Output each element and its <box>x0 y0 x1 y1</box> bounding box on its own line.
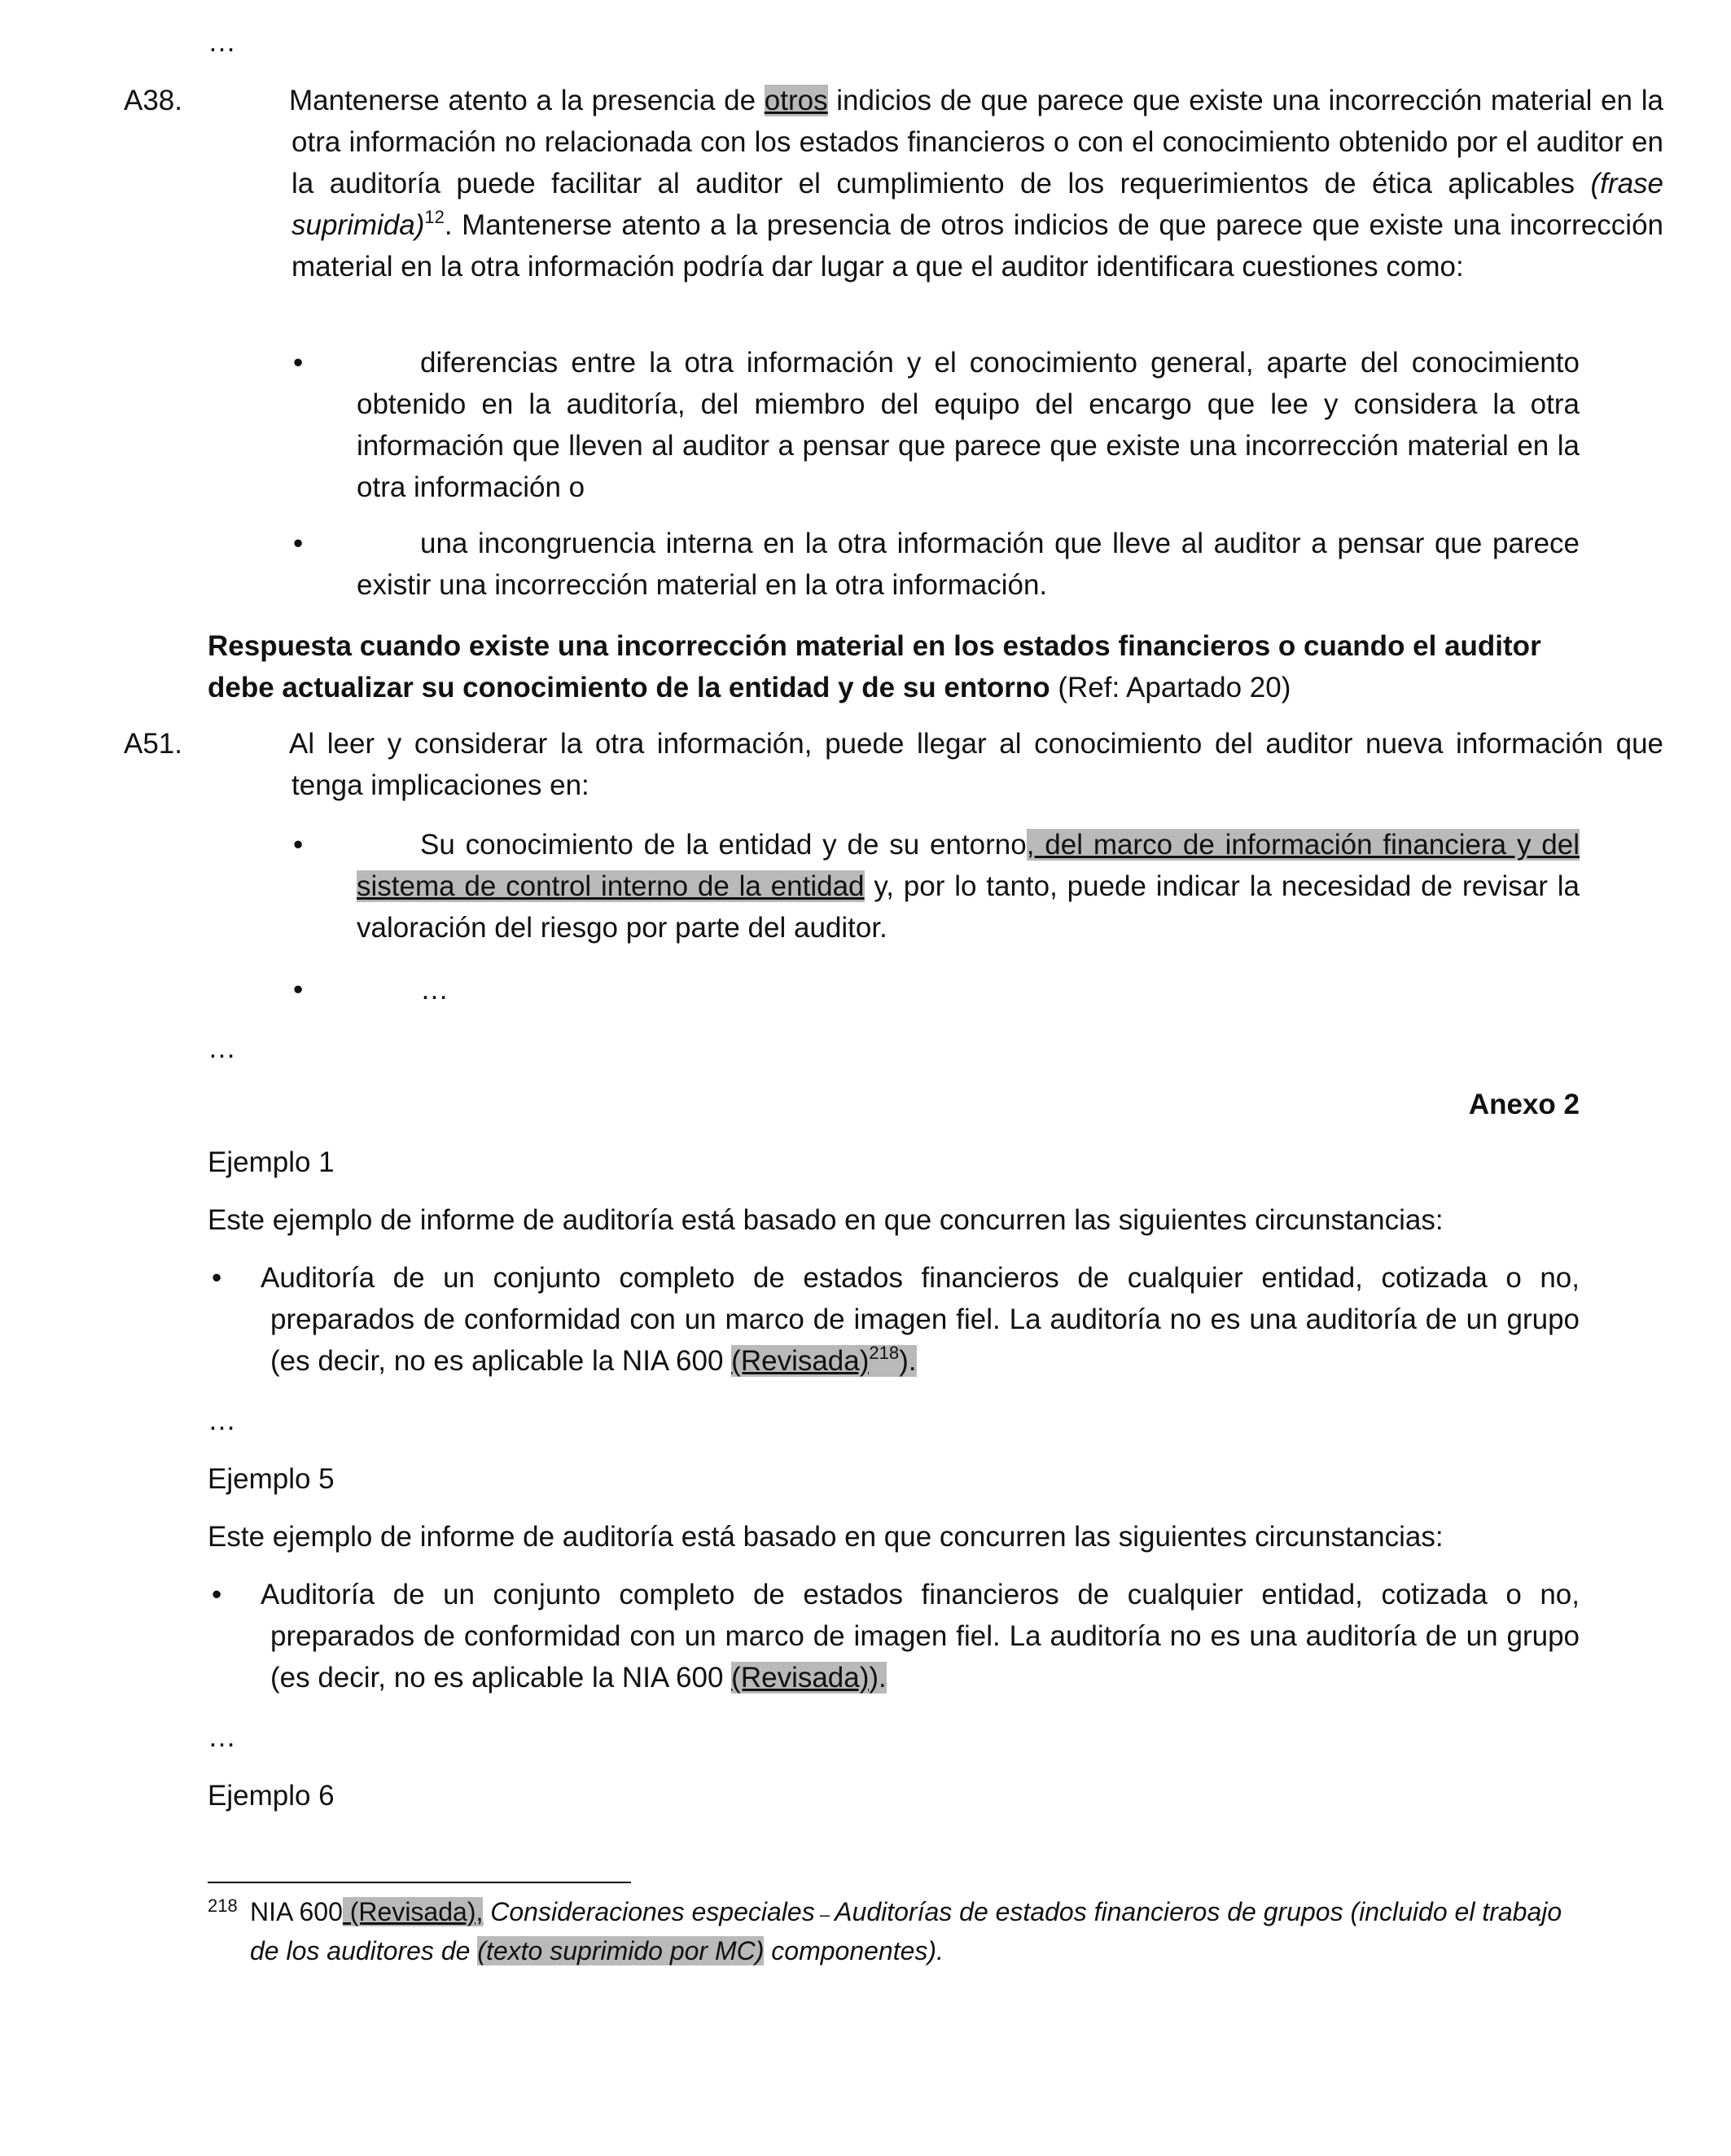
annex-title: Anexo 2 <box>1468 1089 1580 1120</box>
paragraph-a51 <box>124 723 1663 806</box>
a51-bullet-1-text-b: y, por lo tanto, puede indicar la necesidad de revisar la valoración del riesgo por parte del auditor. <box>357 870 1580 944</box>
a51-bullet-1-text <box>357 824 1580 949</box>
a38-text-2: indicios de que parece que existe una incorrección material en la otra información no relacionada con los estados financieros o con el conocimiento obtenido por el auditor en la auditoría puede facilitar al auditor el cumplimiento de los requerimientos de ética aplicables <box>291 85 1663 199</box>
bullet-icon: • <box>293 347 304 379</box>
a38-bullet-2 <box>293 523 1580 606</box>
footnote-number: 218 <box>208 1895 238 1916</box>
bullet-icon: • <box>293 829 304 861</box>
example-1-revisada-highlight: (Revisada) <box>731 1345 870 1377</box>
section-heading-ref: (Ref: Apartado 20) <box>1050 672 1291 703</box>
a51-bullet-1-highlight: , del marco de información financiera y del sistema de control interno de la entidad <box>357 829 1580 902</box>
a38-bullet-2-text: una incongruencia interna en la otra información que lleve al auditor a pensar que parece existir una incorrección material en la otra información. <box>357 528 1580 601</box>
example-1-bullet-end: ). <box>899 1345 917 1377</box>
a51-bullet-1-text-a: Su conocimiento de la entidad y de su entorno <box>420 829 1027 861</box>
ellipsis: … <box>208 1032 236 1064</box>
a51-bullet-1 <box>293 824 1580 949</box>
example-5-revisada-highlight: (Revisada) <box>731 1662 870 1694</box>
bullet-icon: • <box>293 528 304 559</box>
footnote-revisada-highlight: (Revisada), <box>342 1897 484 1926</box>
example-5-bullet-text-a: Auditoría de un conjunto completo de estados financieros de cualquier entidad, cotizada o no, preparados de conformidad con un marco de imagen fiel. La auditoría no es una auditoría de un grupo (es decir, no es aplicable la NIA 600 <box>261 1579 1580 1694</box>
footnote-text <box>208 1894 1580 1969</box>
paragraph-number-a51: A51. <box>124 728 182 760</box>
footnote-ref-218: 218 <box>869 1343 900 1363</box>
footnote-text-1: NIA 600 <box>250 1897 343 1926</box>
a51-bullet-2 <box>293 969 1580 1010</box>
ellipsis: … <box>208 1404 236 1436</box>
a38-highlight-otros: otros <box>764 85 828 116</box>
example-1-intro: Este ejemplo de informe de auditoría está basado en que concurren las siguientes circunstancias: <box>208 1204 1444 1236</box>
bullet-icon: • <box>293 974 304 1006</box>
footnote-dash: – <box>814 1904 835 1925</box>
a51-bullet-2-text: … <box>420 974 449 1006</box>
paragraph-number-a38: A38. <box>124 85 182 116</box>
section-heading-text: Respuesta cuando existe una incorrección material en los estados financieros o cuando el auditor debe actualizar su conocimiento de la entidad y de su entorno <box>208 630 1541 703</box>
a38-suppressed-phrase: (frase suprimida) <box>291 168 1663 241</box>
bullet-icon: • <box>212 1579 222 1610</box>
bullet-icon: • <box>212 1262 222 1294</box>
example-5-title: Ejemplo 5 <box>208 1463 335 1495</box>
footnote-title-3: componentes). <box>764 1936 944 1965</box>
example-6-title: Ejemplo 6 <box>208 1780 335 1812</box>
a38-bullet-1 <box>293 342 1580 508</box>
paragraph-a38 <box>124 80 1663 287</box>
footnote-title-2: Auditorías de estados financieros de grupos (incluido el trabajo de los auditores de <box>250 1897 1562 1965</box>
footnote-separator <box>208 1882 631 1883</box>
example-1-title: Ejemplo 1 <box>208 1146 335 1178</box>
example-1-bullet-text-a: Auditoría de un conjunto completo de estados financieros de cualquier entidad, cotizada o no, preparados de conformidad con un marco de imagen fiel. La auditoría no es una auditoría de un grupo (es decir, no es aplicable la NIA 600 <box>261 1262 1580 1377</box>
example-5-bullet-end: ). <box>869 1662 887 1694</box>
footnote-suppressed-highlight: (texto suprimido por MC) <box>477 1936 765 1965</box>
a38-text-3: . Mantenerse atento a la presencia de otros indicios de que parece que existe una incorrección material en la otra información podría dar lugar a que el auditor identificara cuestiones como: <box>291 209 1663 283</box>
footnote-title-1: Consideraciones especiales <box>483 1897 815 1926</box>
example-1-bullet-text <box>261 1257 1580 1382</box>
example-1-bullet <box>208 1257 1580 1382</box>
example-5-bullet <box>208 1574 1580 1698</box>
section-heading <box>208 625 1580 708</box>
ellipsis: … <box>208 1721 236 1753</box>
example-5-intro: Este ejemplo de informe de auditoría está basado en que concurren las siguientes circunstancias: <box>208 1521 1444 1553</box>
ellipsis-top: … <box>208 26 236 58</box>
footnote-218 <box>208 1894 1580 1969</box>
a38-text-1: Mantenerse atento a la presencia de <box>289 85 765 116</box>
example-5-bullet-text <box>261 1574 1580 1698</box>
a51-text: Al leer y considerar la otra información, puede llegar al conocimiento del auditor nueva información que tenga implicaciones en: <box>289 728 1663 801</box>
footnote-ref-12: 12 <box>424 207 445 227</box>
a38-bullet-1-text: diferencias entre la otra información y el conocimiento general, aparte del conocimiento obtenido en la auditoría, del miembro del equipo del encargo que lee y considera la otra información que lleven al auditor a pensar que parece que existe una incorrección material en la otra información o <box>357 347 1580 503</box>
